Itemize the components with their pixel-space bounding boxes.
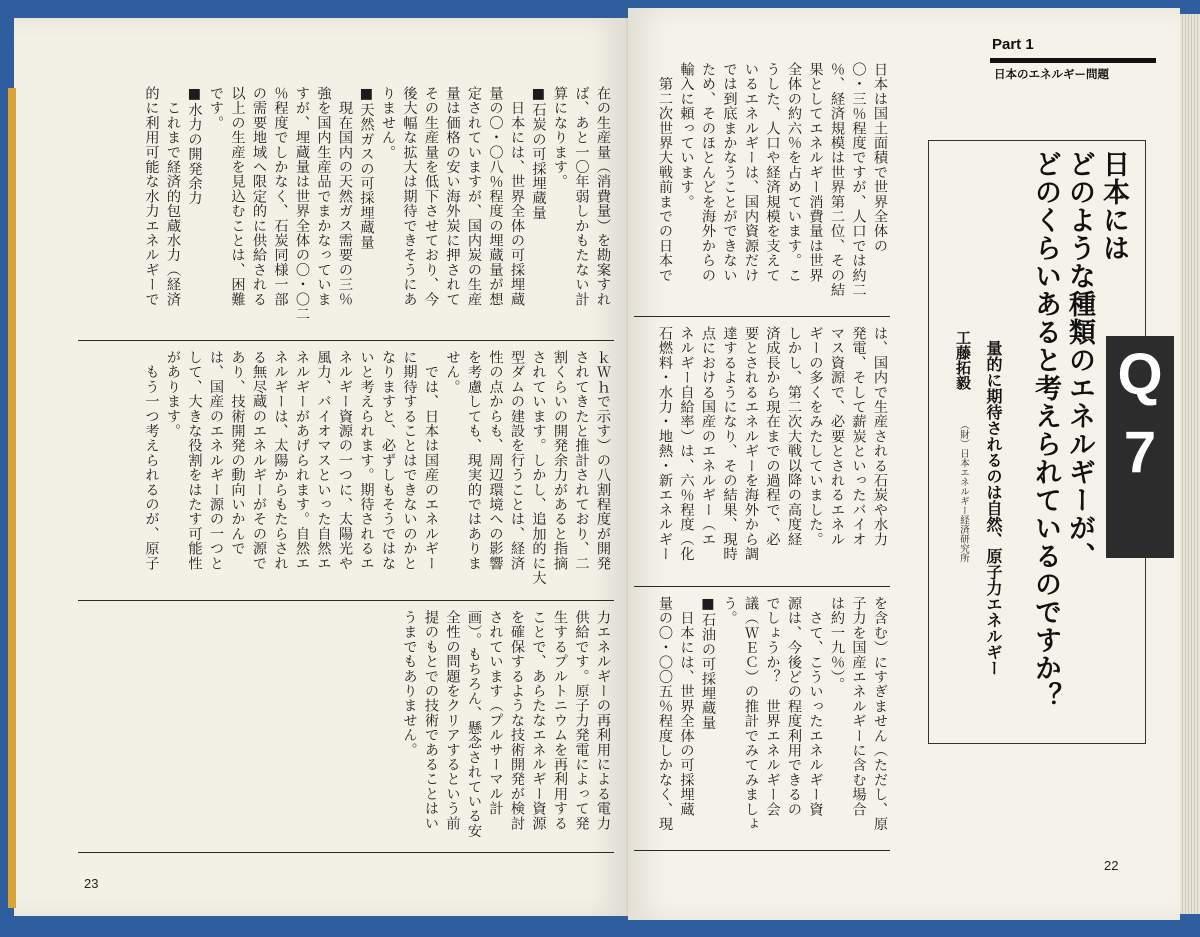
right-page-number: 22	[1104, 858, 1119, 873]
chapter-subtitle: 量的に期待されるのは自然、原子力エネルギー	[984, 340, 1003, 676]
right-lower-text: を含む）にすぎません（ただし、原 子力を国産エネルギーに含む場合 は約一九％）。 さて、こういったエネルギー資 源は、今後どの程度利用できるの でしょうか？ 世界エネルギー会 議（ＷＥＣ）の推計でみてみましょ う。 ■石油の可採埋蔵量 日本には、世界全体の可採埋蔵 量の〇・〇〇五％程度しかなく、現	[657, 596, 888, 832]
right-divider-2	[634, 586, 890, 587]
left-page-number: 23	[84, 876, 99, 891]
part-rule	[990, 58, 1156, 63]
left-lower-text: 力エネルギーの再利用による電力 供給です。原子力発電によって発 生するプルトニウムを再利用する ことで、あらたなエネルギー資源 を確保するような技術開発が検討 されています（プルサーマル計 画）。もちろん、懸念されている安 全性の問題をクリアするという前 提のもとでの技術であることはい うまでもありません。	[401, 610, 611, 839]
left-upper-text: 在の生産量（消費量）を勘案すれ ば、あと一〇年弱しかもたない計 算になります。 ■石炭の可採埋蔵量 日本には、世界全体の可採埋蔵 量の〇・〇八％程度の埋蔵量が想 定されていますが、国内炭の生産 量は価格の安い海外炭に押されて その生産量を低下させており、今 後大幅な拡大は期待できそうにあ りません。 ■天然ガスの可採埋蔵量 現在国内の天然ガス需要の三％ 強を国内生産品でまかなっていま すが、埋蔵量は世界全体の〇・〇二 ％程度でしかなく、石炭同様一部 の需要地域へ限定的に供給される 以上の生産を見込むことは、困難 です。 ■水力の開発余力 これまで経済的包蔵水力（経済 的に利用可能な水力エネルギーで	[143, 86, 611, 322]
chapter-title: 日本には どのような種類のエネルギーが、 どのくらいあると考えられているのですか？	[1030, 150, 1129, 710]
question-letter: Q	[1117, 342, 1163, 407]
right-upper-text: 日本は国土面積で世界全体の 〇・三％程度ですが、人口では約二 ％、経済規模は世界第二位、その結 果としてエネルギー消費量は世界 全体の約六％を占めています。こ うした、人口や経済規模を支えて いるエネルギーは、国内資源だけ では到底まかなうことができない ため、そのほとんどを海外からの 輸入に頼っています。 第二次世界大戦前までの日本で	[657, 62, 888, 298]
author-name: 工藤拓毅	[954, 330, 972, 390]
right-divider-1	[634, 316, 890, 317]
left-divider-1	[78, 340, 614, 341]
right-divider-3	[634, 850, 890, 851]
left-divider-3	[78, 852, 614, 853]
question-badge	[1106, 336, 1174, 558]
left-divider-2	[78, 600, 614, 601]
part-label: Part 1	[992, 36, 1034, 53]
right-middle-text: は、国内で生産される石炭や水力 発電、そして薪炭といったバイオ マス資源で、必要とされるエネル ギーの多くをみたしていました。 しかし、第二次大戦以降の高度経 済成長から現在までの過程で、必 要とされるエネルギーを海外から調 達するようになり、その結果、現時 点における国産のエネルギー（エ ネルギー自給率）は、六％程度（化 石燃料・水力・地熱・新エネルギー	[657, 326, 888, 562]
author-affiliation: （財）日本エネルギー経済研究所	[958, 420, 969, 563]
part-title: 日本のエネルギー問題	[994, 67, 1109, 81]
question-number: 7	[1123, 420, 1157, 485]
left-middle-text: ｋＷｈで示す）の八割程度が開発 されてきたと推計されており、二 割くらいの開発余力があると指摘 されています。しかし、追加的に大 型ダムの建設を行うことは、経済 性の点からも、周辺環境への影響 を考慮しても、現実的ではありま せん。 では、日本は国産のエネルギー に期待することはできないのかと なりますと、必ずしもそうではな いと考えられます。期待されるエ ネルギー資源の一つに、太陽光や 風力、バイオマスといった自然エ ネルギーがあげられます。自然エ ネルギーは、太陽からもたらされ る無尽蔵のエネルギーがその源で あり、技術開発の動向いかんで は、国産のエネルギー源の一つと して、大きな役割をはたす可能性 があります。 もう一つ考えられるのが、原子	[143, 350, 611, 586]
page-stack-edge	[1180, 14, 1200, 914]
book-edge	[8, 88, 16, 908]
